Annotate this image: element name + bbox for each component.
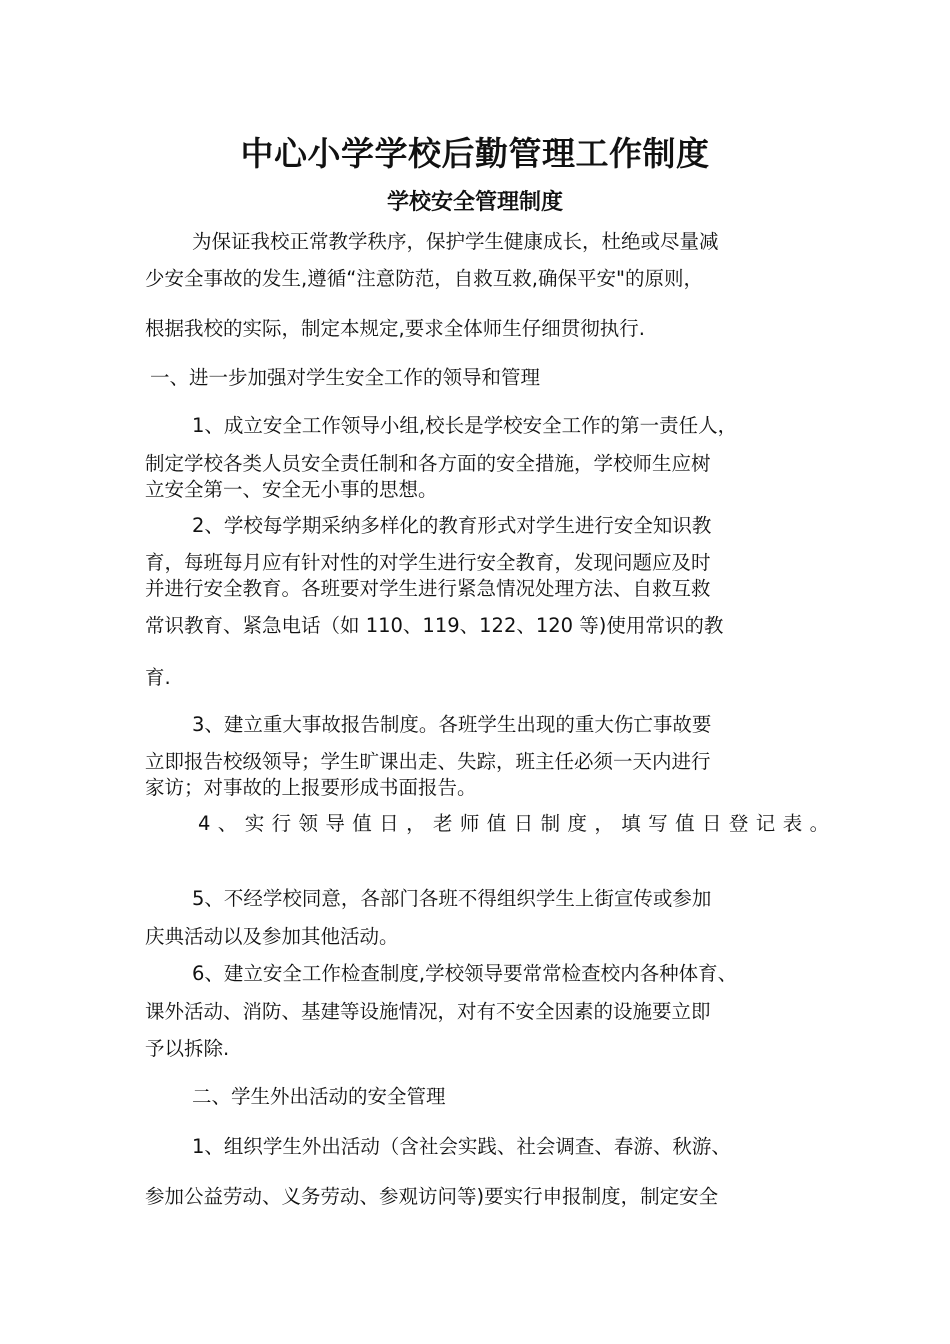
paragraph-line: 1、成立安全工作领导小组,校长是学校安全工作的第一责任人， bbox=[192, 414, 738, 437]
paragraph-line: 4、实行领导值日，老师值日制度，填写值日登记表。 bbox=[198, 812, 837, 835]
paragraph-line: 并进行安全教育。各班要对学生进行紧急情况处理方法、自救互救 bbox=[145, 577, 711, 600]
paragraph-line: 立安全第一、安全无小事的思想。 bbox=[145, 478, 438, 501]
paragraph-line: 家访；对事故的上报要形成书面报告。 bbox=[145, 776, 477, 799]
paragraph-line: 常识教育、紧急电话（如 110、119、122、120 等)使用常识的教 bbox=[145, 614, 724, 637]
paragraph-line: 庆典活动以及参加其他活动。 bbox=[145, 925, 399, 948]
section-subtitle: 学校安全管理制度 bbox=[386, 190, 563, 215]
document-title: 中心小学学校后勤管理工作制度 bbox=[240, 134, 710, 173]
paragraph-line: 根据我校的实际，制定本规定,要求全体师生仔细贯彻执行. bbox=[145, 317, 645, 340]
paragraph-line: 1、组织学生外出活动（含社会实践、社会调查、春游、秋游、 bbox=[192, 1135, 731, 1158]
paragraph-line: 育，每班每月应有针对性的对学生进行安全教育，发现问题应及时 bbox=[145, 551, 711, 574]
paragraph-line: 3、建立重大事故报告制度。各班学生出现的重大伤亡事故要 bbox=[192, 713, 712, 736]
paragraph-line: 制定学校各类人员安全责任制和各方面的安全措施，学校师生应树 bbox=[145, 452, 711, 475]
section-heading: 一、进一步加强对学生安全工作的领导和管理 bbox=[150, 366, 541, 389]
section-heading: 二、学生外出活动的安全管理 bbox=[192, 1085, 446, 1108]
paragraph-line: 参加公益劳动、义务劳动、参观访问等)要实行申报制度，制定安全 bbox=[145, 1185, 719, 1208]
paragraph-line: 为保证我校正常教学秩序，保护学生健康成长，杜绝或尽量减 bbox=[192, 230, 719, 253]
paragraph-line: 育. bbox=[145, 666, 171, 689]
paragraph-line: 5、不经学校同意，各部门各班不得组织学生上街宣传或参加 bbox=[192, 887, 712, 910]
paragraph-line: 课外活动、消防、基建等设施情况，对有不安全因素的设施要立即 bbox=[145, 1000, 711, 1023]
paragraph-line: 少安全事故的发生,遵循“注意防范，自救互救,确保平安"的原则， bbox=[145, 267, 703, 290]
paragraph-line: 2、学校每学期采纳多样化的教育形式对学生进行安全知识教 bbox=[192, 514, 712, 537]
paragraph-line: 立即报告校级领导；学生旷课出走、失踪，班主任必须一天内进行 bbox=[145, 750, 711, 773]
paragraph-line: 予以拆除. bbox=[145, 1037, 230, 1060]
paragraph-line: 6、建立安全工作检查制度,学校领导要常常检查校内各种体育、 bbox=[192, 962, 738, 985]
